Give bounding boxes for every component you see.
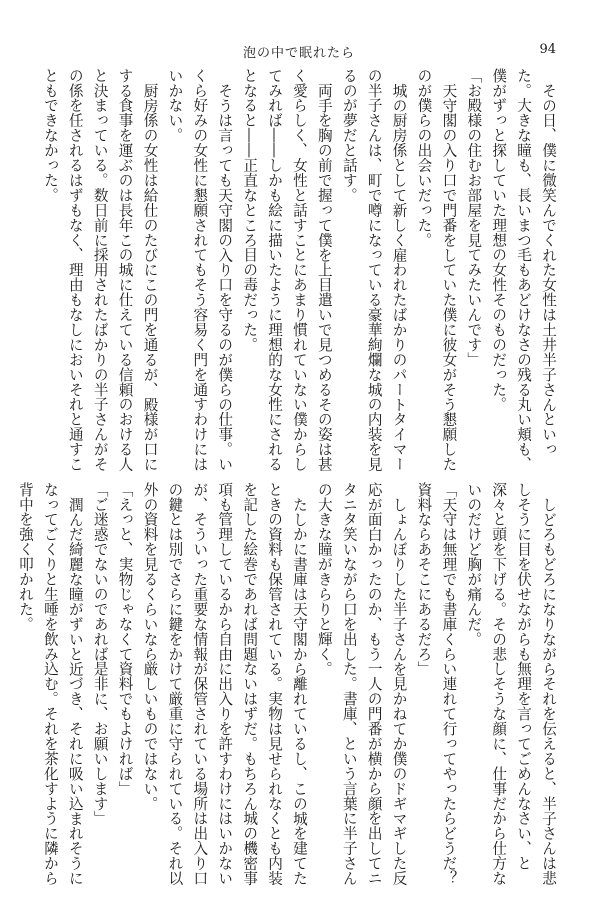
paragraph: その日、僕に微笑んでくれた女性は土井半子さんといった。大きな瞳も、長いまつ毛もあどけなさの残る丸い頬も、僕がずっと探していた理想の女性そのものだった。 <box>490 68 557 472</box>
paragraph: 潤んだ綺麗な瞳がずいと近づき、それに吸い込まれそうになってごくりと生唾を飲み込む。それを茶化すように隣から背中を強く叩かれた。 <box>16 482 84 886</box>
bottom-text-block <box>16 482 560 887</box>
paragraph: たしかに書庫は天守閣から離れているし、この城を建てたときの資料も保管されている。実物は見せられなくとも内装を記した絵巻であれば問題ないはずだ。もちろん城の機密事項も管理しているから自由に出入りを許すわけにはいかないが、そういった重要な情報が保管されている場所は出入り口の鍵とは別でさらに鍵をかけて厳重に守られている。それ以外の資料を見るくらいなら厳しいものではない。 <box>141 482 308 886</box>
paragraph: しょんぼりした半子さんを見かねてか僕のドギマギした反応が面白かったのか、もう一人の門番が横から顔を出してニタニタ笑いながら口を出した。書庫、という言葉に半子さんの大きな瞳がきらりと輝く。 <box>315 482 408 886</box>
paragraph: そうは言っても天守閣の入り口を守るのが僕らの仕事。いくら好みの女性に懇願されてもそう容易く門を通すわけにはいかない。 <box>166 68 234 472</box>
page-header <box>0 42 598 62</box>
dialogue-line: 「ご迷惑でないのであれば是非に、お願いします」 <box>91 482 109 826</box>
paragraph: 城の厨房係として新しく雇われたばかりのパートタイマーの半子さんは、町で噂になっている豪華絢爛な城の内装を見るのが夢だと話す。 <box>340 68 408 472</box>
book-title: 泡の中で眠れたら <box>242 46 355 61</box>
dialogue-line: 「お殿様の住むお部屋を見てみたいんです」 <box>465 68 483 367</box>
paragraph: しどろもどろになりながらそれを伝えると、半子さんは悲しそうに目を伏せながらも無理を言ってごめんなさい、と深々と頭を下げる。その悲しそうな顔に、仕事だから仕方ないのだけど胸が痛んだ。 <box>465 482 557 886</box>
paragraph: 厨房係の女性は給仕のたびにこの門を通るが、殿様が口にする食事を運ぶのは長年この城に仕えている信頼のおける人と決まっている。数日前に採用されたばかりの半子さんがその係を任されるはずもなく、理由もなしにおいそれと通すこともできなかった。 <box>41 68 159 472</box>
page-number: 94 <box>539 42 556 57</box>
dialogue-line: 「天守は無理でも書庫くらい連れて行ってやったらどうだ？資料ならあそこにあるだろ」 <box>415 482 458 886</box>
top-text-block <box>41 68 560 473</box>
dialogue-line: 「えっと、実物じゃなくて資料でもよければ」 <box>116 482 134 796</box>
paragraph: 天守閣の入り口で門番をしていた僕に彼女がそう懇願したのが僕らの出会いだった。 <box>415 68 458 472</box>
paragraph: 両手を胸の前で握って僕を上目遣いで見つめるその姿は甚く愛らしく、女性と話すことにあまり慣れていない僕からしてみれば――しかも絵に描いたように理想的な女性にされるとなると――正直なところ目の毒だった。 <box>241 68 333 472</box>
